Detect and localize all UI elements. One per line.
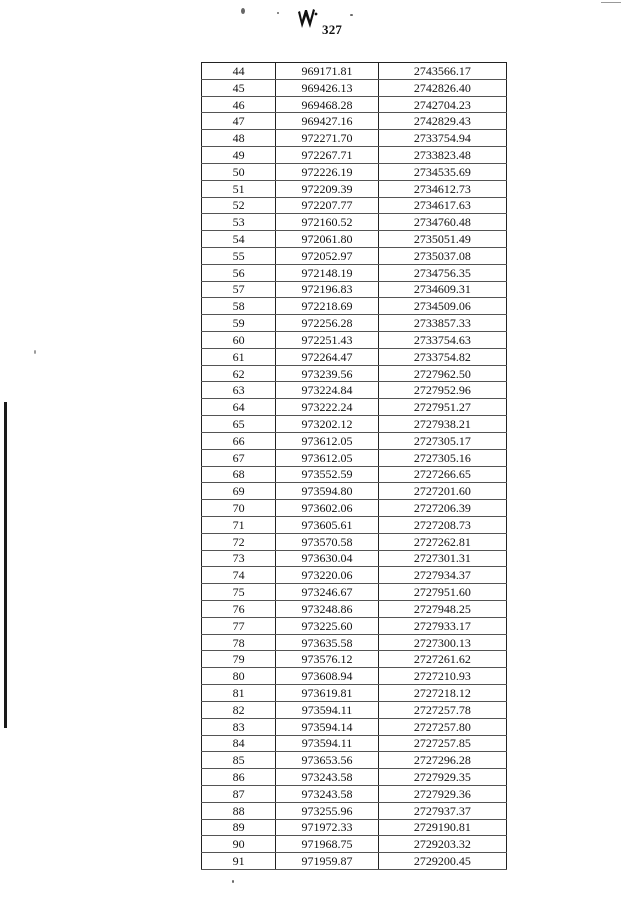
y-coordinate-cell: 2734612.73 <box>378 180 506 197</box>
point-number-cell: 70 <box>202 500 276 517</box>
y-coordinate-cell: 2727266.65 <box>378 466 506 483</box>
table-row <box>202 853 507 870</box>
x-coordinate-cell: 973576.12 <box>276 651 378 668</box>
x-coordinate-cell: 972148.19 <box>276 264 378 281</box>
point-number-cell: 64 <box>202 399 276 416</box>
coordinate-table <box>201 62 507 870</box>
table-row <box>202 516 507 533</box>
y-coordinate-cell: 2727305.16 <box>378 449 506 466</box>
y-coordinate-cell: 2727296.28 <box>378 752 506 769</box>
point-number-cell: 58 <box>202 298 276 315</box>
x-coordinate-cell: 971959.87 <box>276 853 378 870</box>
y-coordinate-cell: 2733857.33 <box>378 315 506 332</box>
point-number-cell: 66 <box>202 432 276 449</box>
y-coordinate-cell: 2727218.12 <box>378 685 506 702</box>
point-number-cell: 67 <box>202 449 276 466</box>
table-row <box>202 281 507 298</box>
table-row <box>202 197 507 214</box>
table-row <box>202 802 507 819</box>
x-coordinate-cell: 973224.84 <box>276 382 378 399</box>
y-coordinate-cell: 2727952.96 <box>378 382 506 399</box>
point-number-cell: 47 <box>202 113 276 130</box>
y-coordinate-cell: 2734617.63 <box>378 197 506 214</box>
scan-speck <box>232 880 234 883</box>
y-coordinate-cell: 2727261.62 <box>378 651 506 668</box>
point-number-cell: 65 <box>202 416 276 433</box>
point-number-cell: 45 <box>202 79 276 96</box>
y-coordinate-cell: 2727933.17 <box>378 617 506 634</box>
table-row <box>202 634 507 651</box>
table-row <box>202 214 507 231</box>
x-coordinate-cell: 973552.59 <box>276 466 378 483</box>
point-number-cell: 53 <box>202 214 276 231</box>
x-coordinate-cell: 973248.86 <box>276 601 378 618</box>
x-coordinate-cell: 973243.58 <box>276 769 378 786</box>
point-number-cell: 83 <box>202 718 276 735</box>
x-coordinate-cell: 973630.04 <box>276 550 378 567</box>
x-coordinate-cell: 972218.69 <box>276 298 378 315</box>
y-coordinate-cell: 2734756.35 <box>378 264 506 281</box>
table-row <box>202 96 507 113</box>
y-coordinate-cell: 2727262.81 <box>378 533 506 550</box>
table-row <box>202 264 507 281</box>
point-number-cell: 68 <box>202 466 276 483</box>
y-coordinate-cell: 2727257.80 <box>378 718 506 735</box>
y-coordinate-cell: 2727257.78 <box>378 701 506 718</box>
x-coordinate-cell: 972052.97 <box>276 247 378 264</box>
x-coordinate-cell: 972207.77 <box>276 197 378 214</box>
point-number-cell: 78 <box>202 634 276 651</box>
table-row <box>202 651 507 668</box>
y-coordinate-cell: 2727201.60 <box>378 483 506 500</box>
x-coordinate-cell: 973605.61 <box>276 516 378 533</box>
table-row <box>202 769 507 786</box>
point-number-cell: 61 <box>202 348 276 365</box>
y-coordinate-cell: 2733754.63 <box>378 332 506 349</box>
point-number-cell: 87 <box>202 785 276 802</box>
table-row <box>202 752 507 769</box>
y-coordinate-cell: 2727948.25 <box>378 601 506 618</box>
y-coordinate-cell: 2733754.82 <box>378 348 506 365</box>
table-row <box>202 601 507 618</box>
x-coordinate-cell: 973608.94 <box>276 668 378 685</box>
table-row <box>202 432 507 449</box>
y-coordinate-cell: 2727934.37 <box>378 567 506 584</box>
table-row <box>202 399 507 416</box>
table-row <box>202 365 507 382</box>
scan-speck <box>277 12 279 14</box>
table-row <box>202 785 507 802</box>
x-coordinate-cell: 969171.81 <box>276 63 378 80</box>
table-row <box>202 819 507 836</box>
table-row <box>202 315 507 332</box>
table-row <box>202 617 507 634</box>
x-coordinate-cell: 971972.33 <box>276 819 378 836</box>
point-number-cell: 46 <box>202 96 276 113</box>
scan-speck <box>34 350 36 354</box>
y-coordinate-cell: 2727300.13 <box>378 634 506 651</box>
x-coordinate-cell: 973239.56 <box>276 365 378 382</box>
table-row <box>202 130 507 147</box>
point-number-cell: 49 <box>202 147 276 164</box>
point-number-cell: 44 <box>202 63 276 80</box>
table-row <box>202 483 507 500</box>
table-row <box>202 685 507 702</box>
y-coordinate-cell: 2727938.21 <box>378 416 506 433</box>
y-coordinate-cell: 2727962.50 <box>378 365 506 382</box>
y-coordinate-cell: 2735051.49 <box>378 231 506 248</box>
table-row <box>202 735 507 752</box>
scan-speck <box>350 14 353 16</box>
point-number-cell: 52 <box>202 197 276 214</box>
scan-speck <box>241 8 245 14</box>
table-row <box>202 63 507 80</box>
y-coordinate-cell: 2734760.48 <box>378 214 506 231</box>
y-coordinate-cell: 2727206.39 <box>378 500 506 517</box>
x-coordinate-cell: 973255.96 <box>276 802 378 819</box>
point-number-cell: 81 <box>202 685 276 702</box>
y-coordinate-cell: 2729190.81 <box>378 819 506 836</box>
scan-edge-bar <box>4 402 7 728</box>
x-coordinate-cell: 973594.14 <box>276 718 378 735</box>
y-coordinate-cell: 2729203.32 <box>378 836 506 853</box>
table-row <box>202 449 507 466</box>
y-coordinate-cell: 2727951.27 <box>378 399 506 416</box>
table-row <box>202 298 507 315</box>
x-coordinate-cell: 972251.43 <box>276 332 378 349</box>
point-number-cell: 80 <box>202 668 276 685</box>
x-coordinate-cell: 973635.58 <box>276 634 378 651</box>
y-coordinate-cell: 2734509.06 <box>378 298 506 315</box>
point-number-cell: 84 <box>202 735 276 752</box>
x-coordinate-cell: 972256.28 <box>276 315 378 332</box>
point-number-cell: 88 <box>202 802 276 819</box>
x-coordinate-cell: 973243.58 <box>276 785 378 802</box>
x-coordinate-cell: 969427.16 <box>276 113 378 130</box>
x-coordinate-cell: 973594.11 <box>276 735 378 752</box>
point-number-cell: 57 <box>202 281 276 298</box>
y-coordinate-cell: 2727210.93 <box>378 668 506 685</box>
y-coordinate-cell: 2727929.36 <box>378 785 506 802</box>
x-coordinate-cell: 969426.13 <box>276 79 378 96</box>
point-number-cell: 69 <box>202 483 276 500</box>
x-coordinate-cell: 972196.83 <box>276 281 378 298</box>
point-number-cell: 50 <box>202 163 276 180</box>
point-number-cell: 85 <box>202 752 276 769</box>
point-number-cell: 55 <box>202 247 276 264</box>
point-number-cell: 82 <box>202 701 276 718</box>
x-coordinate-cell: 973202.12 <box>276 416 378 433</box>
table-row <box>202 247 507 264</box>
x-coordinate-cell: 971968.75 <box>276 836 378 853</box>
point-number-cell: 72 <box>202 533 276 550</box>
table-row <box>202 163 507 180</box>
coordinate-table-body <box>202 63 507 870</box>
table-row <box>202 718 507 735</box>
point-number-cell: 63 <box>202 382 276 399</box>
point-number-cell: 48 <box>202 130 276 147</box>
y-coordinate-cell: 2734609.31 <box>378 281 506 298</box>
y-coordinate-cell: 2733754.94 <box>378 130 506 147</box>
y-coordinate-cell: 2727301.31 <box>378 550 506 567</box>
table-row <box>202 231 507 248</box>
table-row <box>202 466 507 483</box>
y-coordinate-cell: 2729200.45 <box>378 853 506 870</box>
table-row <box>202 550 507 567</box>
point-number-cell: 90 <box>202 836 276 853</box>
table-row <box>202 416 507 433</box>
x-coordinate-cell: 973602.06 <box>276 500 378 517</box>
table-row <box>202 701 507 718</box>
point-number-cell: 59 <box>202 315 276 332</box>
stamp-mark-icon <box>296 6 318 32</box>
x-coordinate-cell: 972264.47 <box>276 348 378 365</box>
y-coordinate-cell: 2743566.17 <box>378 63 506 80</box>
x-coordinate-cell: 973225.60 <box>276 617 378 634</box>
x-coordinate-cell: 973653.56 <box>276 752 378 769</box>
table-row <box>202 584 507 601</box>
table-row <box>202 332 507 349</box>
point-number-cell: 76 <box>202 601 276 618</box>
page-number: 327 <box>322 22 343 37</box>
x-coordinate-cell: 972209.39 <box>276 180 378 197</box>
x-coordinate-cell: 973594.11 <box>276 701 378 718</box>
point-number-cell: 60 <box>202 332 276 349</box>
point-number-cell: 74 <box>202 567 276 584</box>
point-number-cell: 91 <box>202 853 276 870</box>
point-number-cell: 75 <box>202 584 276 601</box>
y-coordinate-cell: 2742829.43 <box>378 113 506 130</box>
y-coordinate-cell: 2734535.69 <box>378 163 506 180</box>
point-number-cell: 62 <box>202 365 276 382</box>
y-coordinate-cell: 2733823.48 <box>378 147 506 164</box>
table-row <box>202 668 507 685</box>
y-coordinate-cell: 2727208.73 <box>378 516 506 533</box>
x-coordinate-cell: 973594.80 <box>276 483 378 500</box>
y-coordinate-cell: 2727257.85 <box>378 735 506 752</box>
y-coordinate-cell: 2742826.40 <box>378 79 506 96</box>
x-coordinate-cell: 973612.05 <box>276 449 378 466</box>
point-number-cell: 51 <box>202 180 276 197</box>
point-number-cell: 56 <box>202 264 276 281</box>
y-coordinate-cell: 2742704.23 <box>378 96 506 113</box>
scan-speck <box>601 2 621 3</box>
point-number-cell: 71 <box>202 516 276 533</box>
point-number-cell: 54 <box>202 231 276 248</box>
table-row <box>202 533 507 550</box>
y-coordinate-cell: 2727951.60 <box>378 584 506 601</box>
table-row <box>202 180 507 197</box>
x-coordinate-cell: 973612.05 <box>276 432 378 449</box>
x-coordinate-cell: 973246.67 <box>276 584 378 601</box>
point-number-cell: 73 <box>202 550 276 567</box>
y-coordinate-cell: 2727937.37 <box>378 802 506 819</box>
table-row <box>202 147 507 164</box>
x-coordinate-cell: 972267.71 <box>276 147 378 164</box>
table-row <box>202 382 507 399</box>
x-coordinate-cell: 972061.80 <box>276 231 378 248</box>
point-number-cell: 79 <box>202 651 276 668</box>
table-row <box>202 836 507 853</box>
table-row <box>202 113 507 130</box>
y-coordinate-cell: 2727929.35 <box>378 769 506 786</box>
x-coordinate-cell: 972271.70 <box>276 130 378 147</box>
x-coordinate-cell: 969468.28 <box>276 96 378 113</box>
table-row <box>202 348 507 365</box>
y-coordinate-cell: 2735037.08 <box>378 247 506 264</box>
x-coordinate-cell: 973619.81 <box>276 685 378 702</box>
x-coordinate-cell: 972226.19 <box>276 163 378 180</box>
x-coordinate-cell: 973222.24 <box>276 399 378 416</box>
table-row <box>202 79 507 96</box>
x-coordinate-cell: 973220.06 <box>276 567 378 584</box>
x-coordinate-cell: 973570.58 <box>276 533 378 550</box>
point-number-cell: 77 <box>202 617 276 634</box>
table-row <box>202 567 507 584</box>
y-coordinate-cell: 2727305.17 <box>378 432 506 449</box>
table-row <box>202 500 507 517</box>
point-number-cell: 86 <box>202 769 276 786</box>
x-coordinate-cell: 972160.52 <box>276 214 378 231</box>
point-number-cell: 89 <box>202 819 276 836</box>
